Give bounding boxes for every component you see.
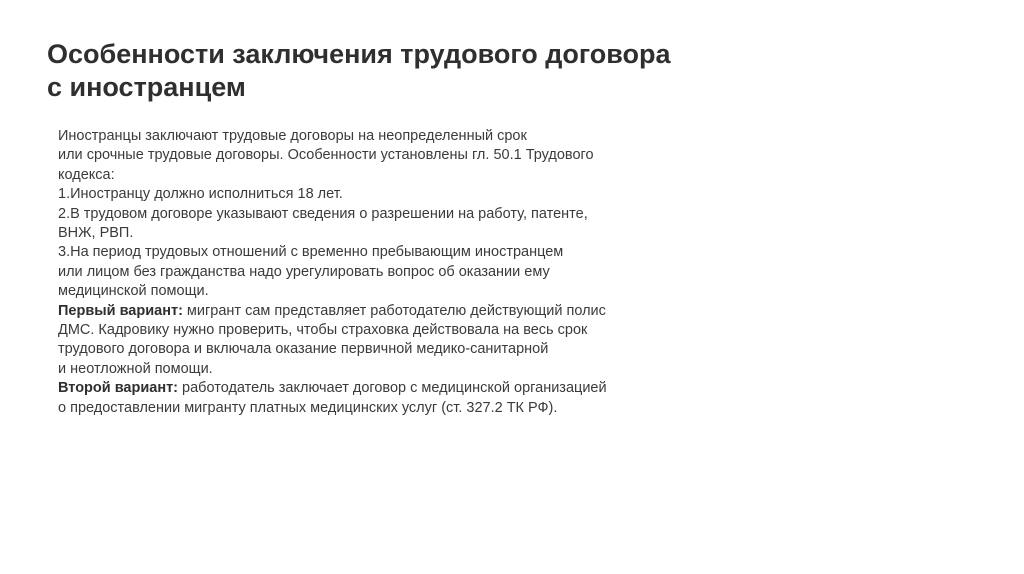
slide-title-line-2: с иностранцем	[47, 72, 246, 102]
variant-2-line-2: о предоставлении мигранту платных медицинских услуг (ст. 327.2 ТК РФ).	[58, 399, 558, 416]
intro-line-2: или срочные трудовые договоры. Особенности установлены гл. 50.1 Трудового	[58, 147, 594, 164]
intro-line-3: кодекса:	[58, 166, 115, 183]
variant-2-line-1	[58, 379, 758, 398]
variant-1-first-text: мигрант сам представляет работодателю действующий полис	[182, 302, 606, 319]
item-1-line-1: 1.Иностранцу должно исполниться 18 лет.	[58, 186, 343, 203]
variant-1-label: Первый вариант:	[58, 302, 183, 319]
variant-1-line-4: и неотложной помощи.	[58, 360, 213, 377]
variant-1-line-2: ДМС. Кадровику нужно проверить, чтобы страховка действовала на весь срок	[58, 322, 588, 339]
variant-1-line-3: трудового договора и включала оказание первичной медико-санитарной	[58, 341, 549, 358]
slide-title-line-1: Особенности заключения трудового договора	[47, 39, 671, 69]
item-3-line-3: медицинской помощи.	[58, 283, 209, 300]
item-2-line-1: 2.В трудовом договоре указывают сведения о разрешении на работу, патенте,	[58, 205, 588, 222]
variant-2-label: Второй вариант:	[58, 380, 179, 397]
item-3-line-2: или лицом без гражданства надо урегулировать вопрос об оказании ему	[58, 263, 550, 280]
item-2-line-2: ВНЖ, РВП.	[58, 225, 134, 242]
slide-body-text	[58, 127, 758, 418]
variant-2-first-text: работодатель заключает договор с медицинской организацией	[178, 380, 607, 397]
item-3-line-1: 3.На период трудовых отношений с временно пребывающим иностранцем	[58, 244, 564, 261]
intro-line-1: Иностранцы заключают трудовые договоры на неопределенный срок	[58, 128, 527, 144]
variant-1-line-1	[58, 302, 758, 321]
slide-title	[47, 38, 767, 104]
